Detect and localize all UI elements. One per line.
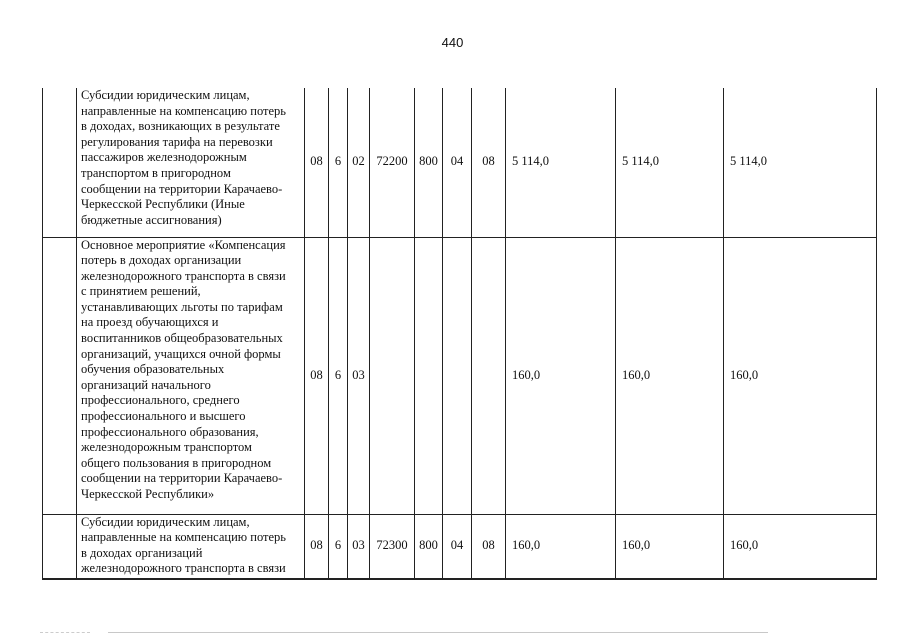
description-line: Черкесской Республики»: [81, 487, 215, 501]
direction-code: 72300: [370, 514, 415, 579]
description-line: с принятием решений,: [81, 284, 201, 299]
description-line: Субсидии юридическим лицам,: [81, 88, 250, 102]
amount-cell: 160,0: [724, 514, 877, 579]
amount-cell: 160,0: [616, 514, 724, 579]
page-number: 440: [441, 35, 464, 50]
description-line: организаций начального: [81, 377, 211, 392]
program-code: 08: [305, 237, 329, 514]
program-code: 08: [305, 88, 329, 237]
table-row: [43, 514, 877, 579]
description-line: пассажиров железнодорожным: [81, 150, 247, 165]
description-line: обучения образовательных: [81, 362, 225, 377]
amount-cell: 160,0: [616, 237, 724, 514]
description-cell: [77, 514, 305, 579]
description-line: организаций, учащихся очной формы: [81, 346, 281, 361]
amount-cell: 5 114,0: [724, 88, 877, 237]
description-line: сообщении на территории Карачаево-: [81, 181, 283, 196]
subprogram-code: 6: [329, 88, 348, 237]
description-line: профессионального и высшего: [81, 409, 246, 424]
description-line: направленные на компенсацию потерь: [81, 103, 287, 118]
subprogram-code: 6: [329, 514, 348, 579]
description-line: потерь в доходах организации: [81, 253, 242, 268]
description-line: железнодорожного транспорта в связи: [81, 268, 286, 283]
expense-type-code: 800: [415, 88, 443, 237]
description-line: профессионального образования,: [81, 424, 259, 439]
subprogram-code: 6: [329, 237, 348, 514]
description-line: общего пользования в пригородном: [81, 455, 272, 470]
event-code: 02: [348, 88, 370, 237]
subsection-code: 08: [472, 88, 506, 237]
empty-cell: [43, 514, 77, 579]
description-line: железнодорожным транспортом: [81, 440, 252, 455]
divider: [108, 632, 768, 633]
description-line: на проезд обучающихся и: [81, 315, 219, 330]
table-row: [43, 237, 877, 514]
section-code: 04: [443, 88, 472, 237]
table-row: [43, 88, 877, 237]
budget-table: [42, 88, 877, 580]
description-line: регулирования тарифа на перевозки: [81, 134, 273, 149]
event-code: 03: [348, 514, 370, 579]
description-line: транспортом в пригородном: [81, 165, 231, 180]
description-line: железнодорожного транспорта в связи: [81, 561, 286, 576]
amount-cell: 160,0: [506, 514, 616, 579]
subsection-code: 08: [472, 514, 506, 579]
description-line: бюджетные ассигнования): [81, 212, 222, 227]
description-line: воспитанников общеобразовательных: [81, 331, 283, 346]
amount-cell: 160,0: [506, 237, 616, 514]
amount-cell: 160,0: [724, 237, 877, 514]
description-cell: [77, 237, 305, 514]
direction-code: 72200: [370, 88, 415, 237]
description-line: Основное мероприятие «Компенсация: [81, 237, 286, 252]
amount-cell: 5 114,0: [616, 88, 724, 237]
empty-cell: [43, 237, 77, 514]
description-line: профессионального, среднего: [81, 393, 240, 408]
section-code: [443, 237, 472, 514]
subsection-code: [472, 237, 506, 514]
description-cell: [77, 88, 305, 237]
event-code: 03: [348, 237, 370, 514]
program-code: 08: [305, 514, 329, 579]
section-code: 04: [443, 514, 472, 579]
description-line: устанавливающих льготы по тарифам: [81, 299, 283, 314]
amount-cell: 5 114,0: [506, 88, 616, 237]
description-line: в доходах организаций: [81, 545, 203, 560]
description-line: Черкесской Республики (Иные: [81, 197, 245, 212]
description-line: направленные на компенсацию потерь: [81, 530, 287, 545]
description-line: сообщении на территории Карачаево-: [81, 471, 283, 486]
description-line: в доходах, возникающих в результате: [81, 119, 280, 134]
empty-cell: [43, 88, 77, 237]
expense-type-code: [415, 237, 443, 514]
description-line: Субсидии юридическим лицам,: [81, 514, 250, 529]
expense-type-code: 800: [415, 514, 443, 579]
divider: [40, 632, 90, 633]
direction-code: [370, 237, 415, 514]
